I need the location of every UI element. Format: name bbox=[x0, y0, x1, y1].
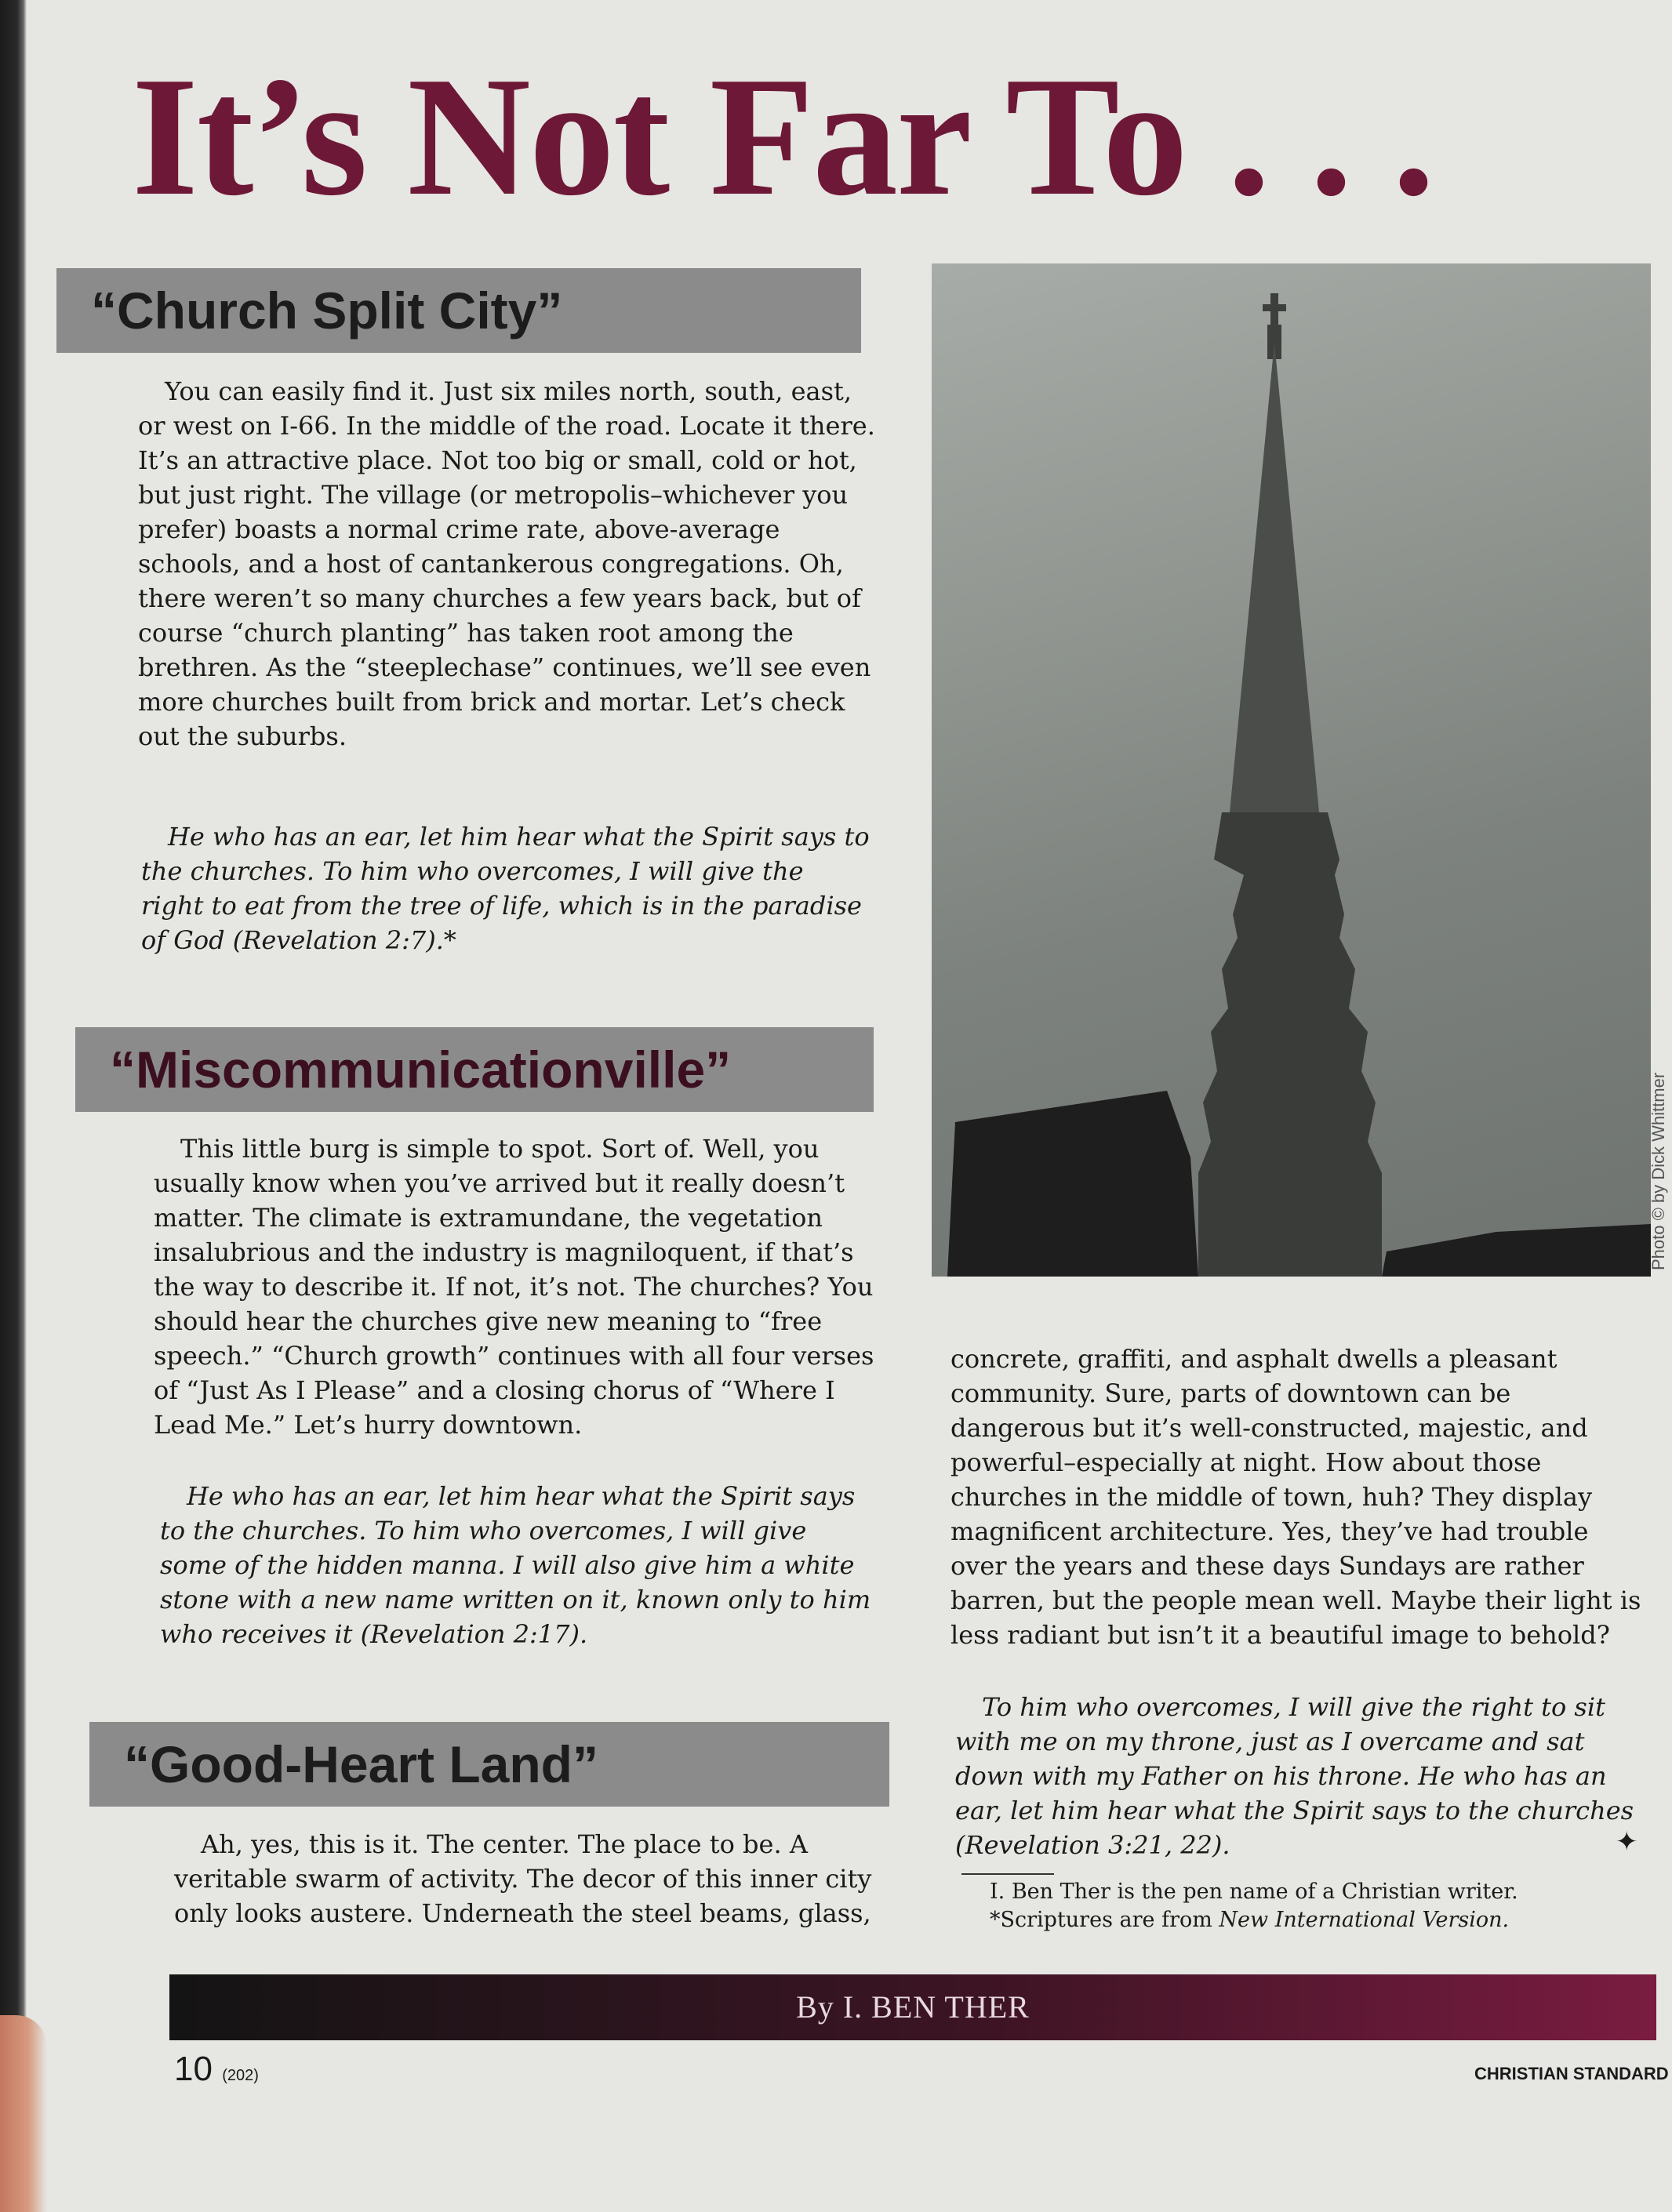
section-body-miscommunicationville: This little burg is simple to spot. Sort of. Well, you usually know when you’ve arrived but it really doesn’t matter. The climate is extramundane, the vegetation insalubrious and the industry is magniloquent, if that’s the way to describe it. If not, it’s not. The churches? You should hear the churches give new meaning to “free speech.” “Church growth” continues with all four verses of “Just As I Please” and a closing chorus of “Where I Lead Me.” Let’s hurry downtown. bbox=[154, 1134, 874, 1440]
article-title: It’s Not Far To . . . bbox=[132, 42, 1434, 231]
author-footnote: I. Ben Ther is the pen name of a Christian writer. bbox=[990, 1880, 1518, 1904]
section-body-church-split-city: You can easily find it. Just six miles north, south, east, or west on I-66. In the middle of the road. Locate it there. It’s an attractive place. Not too big or small, cold or hot, but just right. The village (or metropolis–whichever you prefer) boasts a normal crime rate, above-average schools, and a host of cantankerous congregations. Oh, there weren’t so many churches a few years back, but of course “church planting” has taken root among the brethren. As the “steeplechase” continues, we’ll see even more churches built from brick and mortar. Let’s check out the suburbs. bbox=[138, 376, 875, 751]
section-heading-miscommunicationville: “Miscommunicationville” bbox=[75, 1027, 874, 1112]
scripture-version-footnote bbox=[990, 1907, 1633, 1934]
page-binding-edge bbox=[0, 0, 27, 2212]
scripture-footnote-prefix: *Scriptures are from bbox=[990, 1908, 1219, 1932]
publication-name: CHRISTIAN STANDARD bbox=[1474, 2064, 1669, 2083]
photo-credit: Photo © by Dick Whittmer bbox=[1648, 1072, 1668, 1270]
scripture-quote-revelation-2-17: He who has an ear, let him hear what the Spirit says to the churches. To him who overcomes, I will give some of the hidden manna. I will also give him a white stone with a new name written on it, known only to him who receives it (Revelation 2:17). bbox=[160, 1481, 871, 1649]
church-steeple-photo bbox=[932, 263, 1651, 1277]
page-number bbox=[174, 2050, 307, 2089]
footnote-divider bbox=[961, 1873, 1054, 1875]
issue-page-number: (202) bbox=[222, 2067, 259, 2084]
scripture-quote-revelation-2-7: He who has an ear, let him hear what the Spirit says to the churches. To him who overcomes, I will give the right to eat from the tree of life, which is in the paradise of God (Revelation 2:7).* bbox=[141, 822, 870, 955]
section-body-good-heart-land-continued: concrete, graffiti, and asphalt dwells a pleasant community. Sure, parts of downtown can be dangerous but it’s well-constructed, majestic, and powerful–especially at night. How about those churches in the middle of town, huh? They display magnificent architecture. Yes, they’ve had trouble over the years and these days Sundays are rather barren, but the people mean well. Maybe their light is less radiant but isn’t it a beautiful image to behold? bbox=[950, 1344, 1641, 1650]
scripture-quote-revelation-3-21: To him who overcomes, I will give the right to sit with me on my throne, just as I overcame and sat down with my Father on his throne. He who has an ear, let him hear what the Spirit says to the churches (Revelation 3:21, 22). bbox=[955, 1692, 1634, 1860]
byline-bar bbox=[169, 1974, 1656, 2040]
steeple-silhouette bbox=[932, 263, 1651, 1277]
scripture-version-name: New International Version. bbox=[1219, 1908, 1510, 1932]
reader-thumb bbox=[0, 2015, 47, 2212]
author-byline: By I. BEN THER bbox=[796, 1989, 1030, 2025]
page-number-value: 10 bbox=[174, 2050, 213, 2088]
section-body-good-heart-land: Ah, yes, this is it. The center. The place to be. A veritable swarm of activity. The decor of this inner city only looks austere. Underneath the steel beams, glass, bbox=[174, 1829, 872, 1928]
end-of-article-star-icon: ✦ bbox=[1616, 1826, 1638, 1858]
section-heading-good-heart-land: “Good-Heart Land” bbox=[89, 1722, 889, 1807]
section-heading-church-split-city: “Church Split City” bbox=[56, 268, 861, 353]
